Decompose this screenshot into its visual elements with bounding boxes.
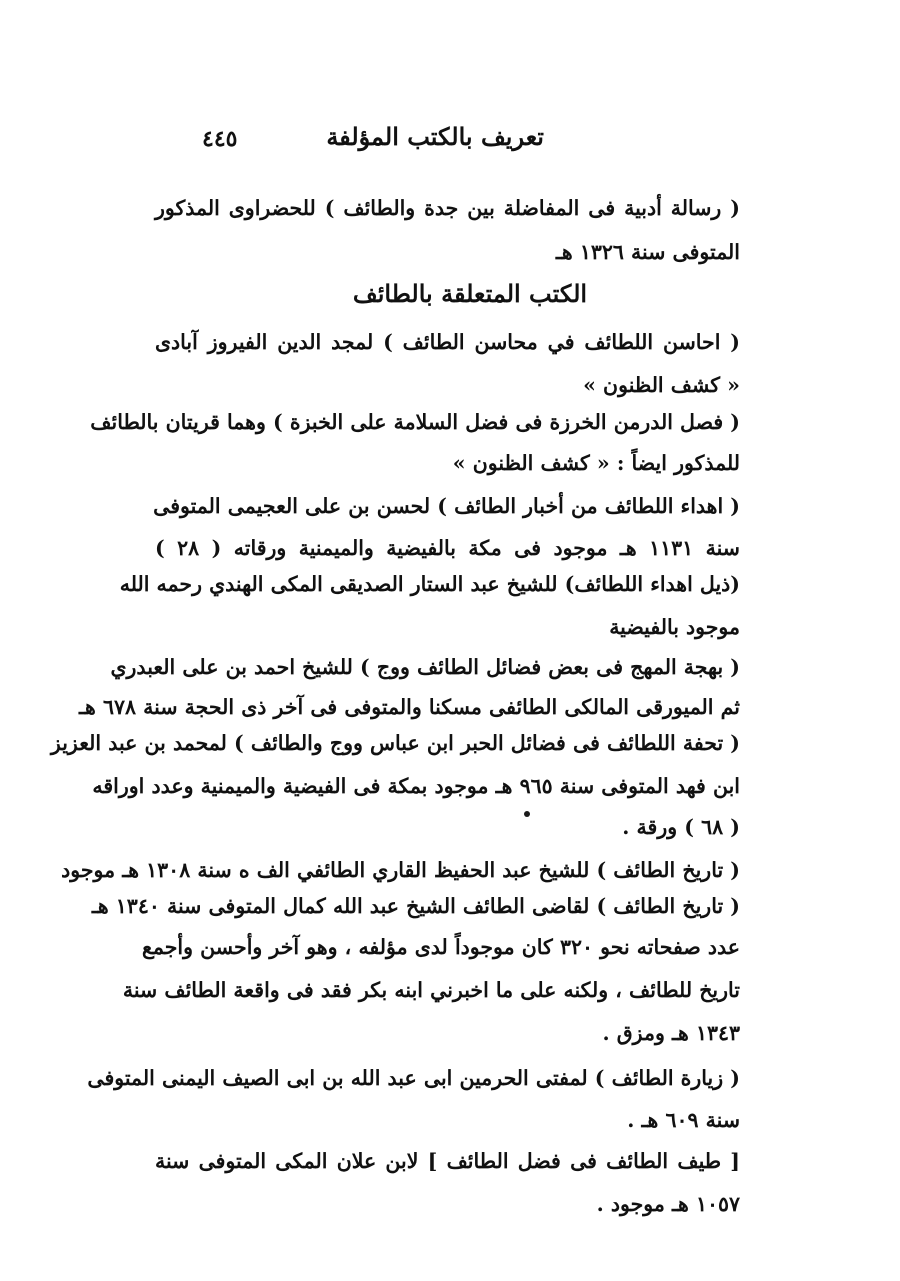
section-heading: الكتب المتعلقة بالطائف <box>352 279 588 308</box>
text-line: ( بهجة المهج فى بعض فضائل الطائف ووج ) للشيخ احمد بن على العبدري <box>110 655 740 679</box>
text-line: ( تحفة اللطائف فى فضائل الحبر ابن عباس ووج والطائف ) لمحمد بن عبد العزيز <box>50 731 740 755</box>
text-line: المتوفى سنة ١٣٢٦ هـ <box>555 240 740 264</box>
ink-dot <box>524 811 530 817</box>
text-line: ١٠٥٧ هـ موجود . <box>596 1192 740 1216</box>
text-line: موجود بالفيضية <box>609 615 740 639</box>
running-title: تعريف بالكتب المؤلفة <box>326 122 544 151</box>
text-line: ( تاريخ الطائف ) لقاضى الطائف الشيخ عبد الله كمال المتوفى سنة ١٣٤٠ هـ <box>91 894 740 918</box>
text-line: للمذكور ايضاً : « كشف الظنون » <box>452 451 740 475</box>
text-line: ( اهداء اللطائف من أخبار الطائف ) لحسن بن على العجيمى المتوفى <box>153 494 740 518</box>
text-line: ( احاسن اللطائف في محاسن الطائف ) لمجد الدين الفيروز آبادى <box>155 330 740 354</box>
text-line: سنة ٦٠٩ هـ . <box>627 1108 740 1132</box>
text-line: ثم الميورقى المالكى الطائفى مسكنا والمتوفى فى آخر ذى الحجة سنة ٦٧٨ هـ <box>79 695 740 719</box>
text-line: ( رسالة أدبية فى المفاضلة بين جدة والطائف ) للحضراوى المذكور <box>155 196 740 220</box>
text-line: ( فصل الدرمن الخرزة فى فضل السلامة على الخبزة ) وهما قريتان بالطائف <box>90 410 740 434</box>
text-line: ابن فهد المتوفى سنة ٩٦٥ هـ موجود بمكة فى الفيضية والميمنية وعدد اوراقه <box>92 774 740 798</box>
text-line: (ذيل اهداء اللطائف) للشيخ عبد الستار الصديقى المكى الهندي رحمه الله <box>119 572 740 596</box>
text-line: « كشف الظنون » <box>583 373 740 397</box>
text-line: سنة ١١٣١ هـ موجود فى مكة بالفيضية والميمنية ورقاته ( ٢٨ ) <box>155 536 740 560</box>
text-line: ( ٦٨ ) ورقة . <box>622 815 740 839</box>
page-header <box>190 118 550 168</box>
text-line: ١٣٤٣ هـ ومزق . <box>602 1021 740 1045</box>
text-line: ( زيارة الطائف ) لمفتى الحرمين ابى عبد الله بن ابى الصيف اليمنى المتوفى <box>87 1066 740 1090</box>
text-line: عدد صفحاته نحو ٣٢٠ كان موجوداً لدى مؤلفه ، وهو آخر وأحسن وأجمع <box>141 935 740 959</box>
text-line: تاريخ للطائف ، ولكنه على ما اخبرني ابنه بكر فقد فى واقعة الطائف سنة <box>122 978 740 1002</box>
text-line: [ طيف الطائف فى فضل الطائف ] لابن علان المكى المتوفى سنة <box>155 1149 740 1173</box>
text-line: ( تاريخ الطائف ) للشيخ عبد الحفيظ القاري الطائفي الف ه سنة ١٣٠٨ هـ موجود <box>61 858 740 882</box>
page-number: ٤٤٥ <box>202 126 238 152</box>
